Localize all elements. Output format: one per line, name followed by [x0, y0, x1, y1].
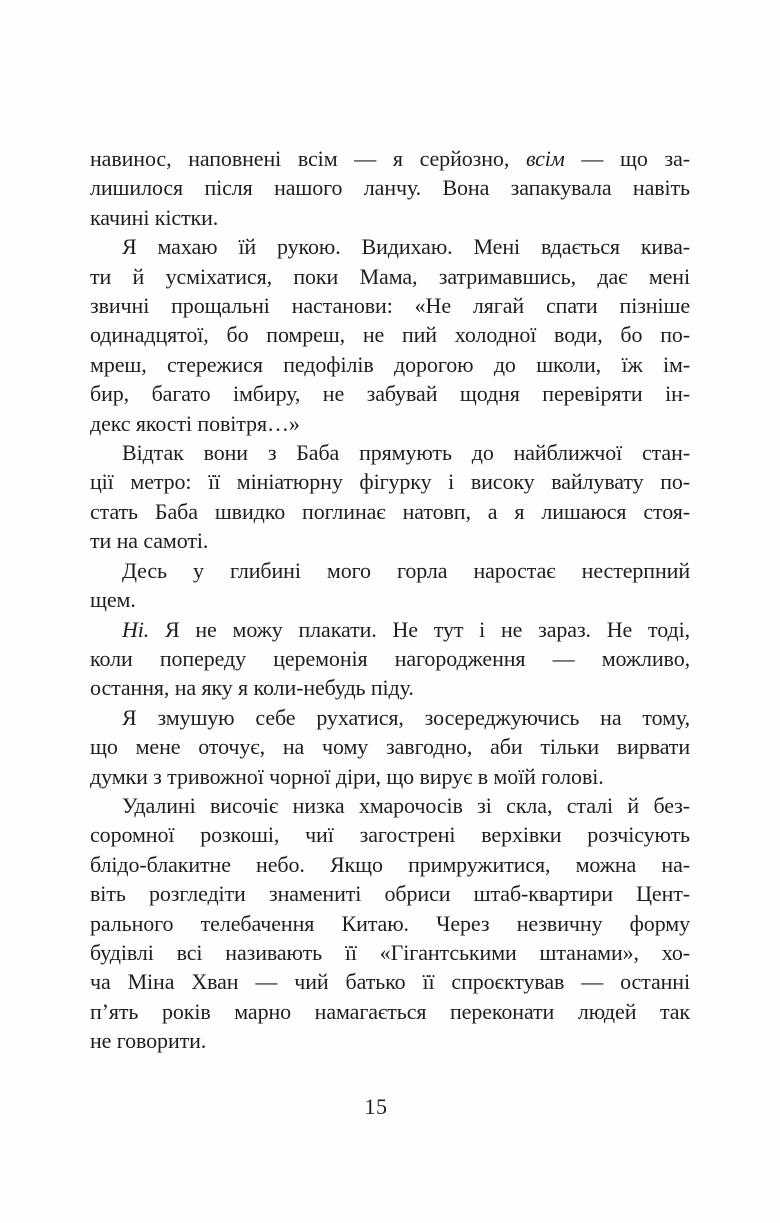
text-line: [90, 438, 690, 467]
italic-text: всім: [525, 146, 565, 171]
text-segment: віть розгледіти знамениті обриси штаб-квартири Цент-: [90, 881, 690, 907]
text-segment: рального телебачення Китаю. Через незвичну форму: [90, 910, 690, 936]
text-line: [90, 203, 690, 232]
page-number: 15: [364, 1094, 388, 1119]
text-line: [90, 997, 690, 1026]
text-segment: Відтак вони з Баба прямують до найближчої стан-: [122, 440, 690, 466]
text-segment: звичні прощальні настанови: «Не лягай спати пізніше: [90, 293, 690, 319]
text-line: [90, 879, 690, 908]
paragraph: [90, 791, 690, 1056]
text-line: [90, 320, 690, 349]
text-segment: Я змушую себе рухатися, зосереджуючись на тому,: [122, 704, 690, 730]
text-line: [90, 350, 690, 379]
text-segment: Десь у глибині мого горла наростає нестерпний: [122, 557, 690, 583]
text-segment: ти й усміхатися, поки Мама, затримавшись, дає мені: [90, 263, 690, 289]
text-segment: Удалині височіє низка хмарочосів зі скла, сталі й без-: [122, 792, 690, 818]
text-line: [90, 791, 690, 820]
text-segment: остання, на яку я коли-небудь піду.: [90, 675, 414, 701]
paragraph: [90, 144, 690, 232]
text-segment: — що за-: [564, 146, 690, 171]
text-line: [90, 820, 690, 849]
text-line: [90, 850, 690, 879]
text-line: [90, 673, 690, 702]
text-line: [90, 262, 690, 291]
text-segment: ча Міна Хван — чий батько її спроєктував — останні: [90, 969, 690, 995]
text-line: [90, 497, 690, 526]
text-segment: стать Баба швидко поглинає натовп, а я лишаюся стоя-: [90, 498, 690, 524]
text-line: [90, 144, 690, 173]
text-segment: ції метро: її мініатюрну фігурку і високу вайлувату по-: [90, 469, 690, 495]
text-segment: що мене оточує, на чому завгодно, аби тільки вирвати: [90, 734, 690, 760]
text-line: [90, 409, 690, 438]
page-text: [90, 144, 690, 1056]
text-line: [90, 644, 690, 673]
text-segment: блідо-блакитне небо. Якщо примружитися, можна на-: [90, 851, 690, 877]
text-segment: лишилося після нашого ланчу. Вона запакувала навіть: [90, 175, 690, 201]
text-segment: качині кістки.: [90, 204, 219, 230]
text-segment: декс якості повітря…»: [90, 410, 300, 436]
text-line: [90, 526, 690, 555]
text-segment: одинадцятої, бо помреш, не пий холодної води, бо по-: [90, 322, 690, 348]
text-line: [90, 967, 690, 996]
paragraph: [90, 556, 690, 615]
text-line: [90, 732, 690, 761]
text-line: [90, 909, 690, 938]
text-segment: не говорити.: [90, 1028, 207, 1054]
paragraph: [90, 703, 690, 791]
text-segment: ти на самоті.: [90, 528, 209, 554]
text-line: [90, 585, 690, 614]
text-line: [90, 1026, 690, 1055]
paragraph: [90, 232, 690, 438]
text-segment: коли попереду церемонія нагородження — можливо,: [90, 645, 690, 671]
text-segment: бир, багато імбиру, не забувай щодня перевіряти ін-: [90, 381, 690, 407]
text-segment: п’ять років марно намагається переконати людей так: [90, 998, 690, 1024]
italic-text: Ні.: [122, 616, 150, 642]
text-line: [90, 703, 690, 732]
text-line: [90, 938, 690, 967]
text-line: [90, 556, 690, 585]
paragraph: [90, 438, 690, 556]
text-line: [90, 615, 690, 644]
text-segment: думки з тривожної чорної діри, що вирує в моїй голові.: [90, 763, 604, 789]
text-line: [90, 379, 690, 408]
text-segment: Я не можу плакати. Не тут і не зараз. Не тоді,: [149, 616, 690, 642]
text-segment: навинос, наповнені всім — я серйозно,: [90, 146, 526, 171]
paragraph: [90, 615, 690, 703]
text-line: [90, 173, 690, 202]
text-line: [90, 762, 690, 791]
text-segment: Я махаю їй рукою. Видихаю. Мені вдається кива-: [122, 234, 690, 260]
text-line: [90, 232, 690, 261]
text-line: [90, 467, 690, 496]
text-segment: мреш, стережися педофілів дорогою до школи, їж ім-: [90, 351, 690, 377]
text-segment: будівлі всі називають її «Гігантськими штанами», хо-: [90, 939, 690, 965]
text-segment: соромної розкоші, чиї загострені верхівки розчісують: [90, 822, 690, 848]
text-segment: щем.: [90, 587, 136, 613]
text-line: [90, 291, 690, 320]
